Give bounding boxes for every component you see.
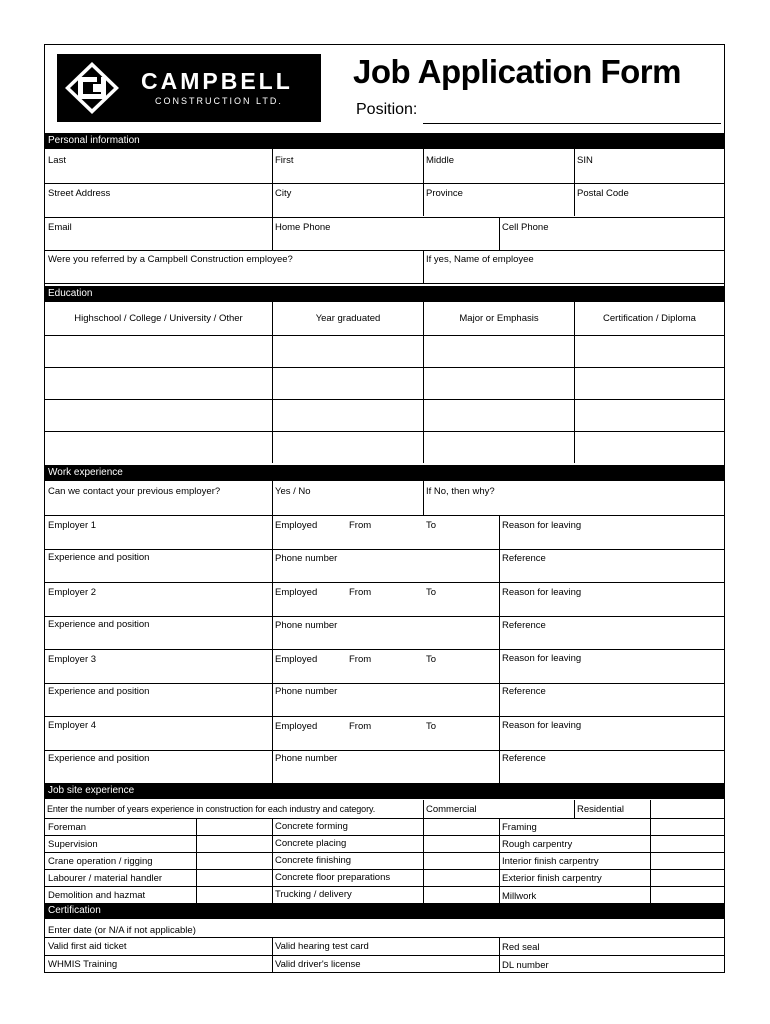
employer-label[interactable]: Employer 2 [48, 587, 97, 598]
sin-field[interactable]: SIN [577, 155, 593, 166]
to-date-field[interactable]: To [426, 721, 437, 732]
education-col-year: Year graduated [315, 313, 381, 324]
jobsite-category: Concrete placing [275, 838, 347, 849]
section-job-site-experience: Job site experience [45, 783, 724, 799]
jobsite-category: Demolition and hazmat [48, 890, 146, 901]
jobsite-category: Trucking / delivery [275, 889, 352, 900]
reference-field[interactable]: Reference [502, 553, 546, 564]
jobsite-category: Framing [502, 822, 537, 833]
home-phone-field[interactable]: Home Phone [275, 222, 331, 233]
hearing-test-field[interactable]: Valid hearing test card [275, 941, 369, 952]
employer-label[interactable]: Employer 4 [48, 720, 97, 731]
last-name-field[interactable]: Last [48, 155, 66, 166]
position-field[interactable] [423, 105, 721, 124]
experience-position-field[interactable]: Experience and position [48, 753, 150, 764]
to-date-field[interactable]: To [426, 520, 437, 531]
to-date-field[interactable]: To [426, 587, 437, 598]
section-education: Education [45, 286, 724, 302]
reason-for-leaving-field[interactable]: Reason for leaving [502, 720, 582, 731]
experience-position-field[interactable]: Experience and position [48, 552, 150, 563]
red-seal-field[interactable]: Red seal [502, 942, 540, 953]
city-field[interactable]: City [275, 188, 292, 199]
from-date-field[interactable]: From [349, 520, 372, 531]
company-subtitle: CONSTRUCTION LTD. [155, 96, 283, 106]
to-date-field[interactable]: To [426, 654, 437, 665]
jobsite-category: Supervision [48, 839, 98, 850]
street-address-field[interactable]: Street Address [48, 188, 111, 199]
jobsite-category: Concrete floor preparations [275, 872, 391, 883]
reference-field[interactable]: Reference [502, 620, 546, 631]
certification-instruction: Enter date (or N/A if not applicable) [48, 925, 196, 936]
province-field[interactable]: Province [426, 188, 463, 199]
education-col-major: Major or Emphasis [459, 313, 539, 324]
employed-label: Employed [275, 587, 318, 598]
education-col-school: Highschool / College / University / Other [74, 313, 243, 324]
whmis-field[interactable]: WHMIS Training [48, 959, 118, 970]
education-col-cert: Certification / Diploma [603, 313, 696, 324]
referring-employee-field[interactable]: If yes, Name of employee [426, 254, 534, 265]
jobsite-instruction: Enter the number of years experience in construction for each industry and category. [47, 804, 376, 814]
section-certification: Certification [45, 903, 724, 919]
employed-label: Employed [275, 654, 318, 665]
first-name-field[interactable]: First [275, 155, 294, 166]
employer-phone-field[interactable]: Phone number [275, 753, 338, 764]
email-field[interactable]: Email [48, 222, 72, 233]
jobsite-category: Concrete forming [275, 821, 348, 832]
company-logo [57, 54, 321, 122]
reference-field[interactable]: Reference [502, 753, 546, 764]
contact-employer-question: Can we contact your previous employer? [48, 486, 221, 497]
employed-label: Employed [275, 721, 318, 732]
contact-yes-no-field[interactable]: Yes / No [275, 486, 311, 497]
job-application-form [44, 44, 725, 973]
referred-question[interactable]: Were you referred by a Campbell Construction employee? [48, 254, 293, 265]
experience-position-field[interactable]: Experience and position [48, 619, 150, 630]
jobsite-category: Millwork [502, 891, 537, 902]
experience-position-field[interactable]: Experience and position [48, 686, 150, 697]
jobsite-category: Rough carpentry [502, 839, 573, 850]
reason-for-leaving-field[interactable]: Reason for leaving [502, 587, 582, 598]
logo-mark-icon [61, 60, 123, 116]
middle-name-field[interactable]: Middle [426, 155, 454, 166]
cell-phone-field[interactable]: Cell Phone [502, 222, 549, 233]
commercial-column-header: Commercial [426, 804, 477, 815]
position-label: Position: [356, 101, 418, 118]
employer-label[interactable]: Employer 3 [48, 654, 97, 665]
employer-phone-field[interactable]: Phone number [275, 553, 338, 564]
jobsite-category: Labourer / material handler [48, 873, 163, 884]
first-aid-field[interactable]: Valid first aid ticket [48, 941, 127, 952]
jobsite-category: Exterior finish carpentry [502, 873, 602, 884]
reference-field[interactable]: Reference [502, 686, 546, 697]
jobsite-category: Concrete finishing [275, 855, 352, 866]
from-date-field[interactable]: From [349, 654, 372, 665]
employed-label: Employed [275, 520, 318, 531]
jobsite-category: Crane operation / rigging [48, 856, 153, 867]
reason-for-leaving-field[interactable]: Reason for leaving [502, 653, 582, 664]
page-title: Job Application Form [353, 53, 681, 90]
from-date-field[interactable]: From [349, 721, 372, 732]
section-personal-information: Personal information [45, 133, 724, 149]
section-work-experience: Work experience [45, 465, 724, 481]
from-date-field[interactable]: From [349, 587, 372, 598]
employer-label[interactable]: Employer 1 [48, 520, 97, 531]
postal-code-field[interactable]: Postal Code [577, 188, 629, 199]
jobsite-category: Foreman [48, 822, 87, 833]
employer-phone-field[interactable]: Phone number [275, 620, 338, 631]
company-name: CAMPBELL [141, 68, 293, 94]
employer-phone-field[interactable]: Phone number [275, 686, 338, 697]
dl-number-field[interactable]: DL number [502, 960, 549, 971]
residential-column-header: Residential [577, 804, 624, 815]
drivers-license-field[interactable]: Valid driver's license [275, 959, 361, 970]
if-no-why-field[interactable]: If No, then why? [426, 486, 495, 497]
reason-for-leaving-field[interactable]: Reason for leaving [502, 520, 582, 531]
jobsite-category: Interior finish carpentry [502, 856, 599, 867]
